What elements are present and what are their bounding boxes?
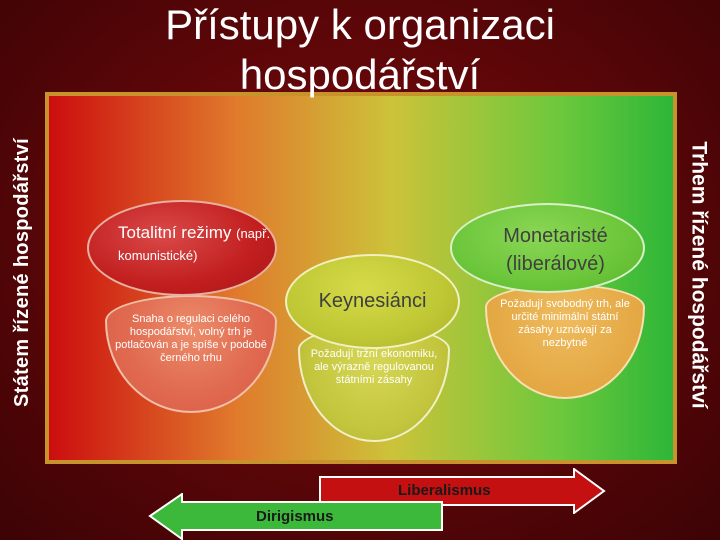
monetarists-description: Požadují svobodný trh, ale určité minimální státní zásahy uznávají za nezbytné: [500, 298, 630, 349]
slide-title: Přístupy k organizaci hospodářství: [165, 1, 555, 98]
left-axis-label-container: [0, 86, 45, 458]
dirigism-label: Dirigismus: [256, 508, 334, 525]
totalitarian-description: Snaha o regulaci celého hospodářství, volný trh je potlačován a je spíše v podobě černého trhu: [115, 313, 267, 364]
keynesians-description: Požadují tržní ekonomiku, ale výrazně regulovanou státními zásahy: [310, 348, 438, 386]
totalitarian-heading-main: Totalitní režimy: [118, 223, 232, 242]
monetarists-heading: Monetaristé (liberálové): [503, 225, 608, 275]
keynesians-heading: Keynesiánci: [318, 290, 427, 312]
left-axis-label: Státem řízené hospodářství: [11, 137, 34, 407]
liberalism-label: Liberalismus: [398, 482, 491, 499]
right-axis-label: Trhem řízené hospodářství: [687, 141, 711, 409]
totalitarian-heading: [118, 222, 278, 266]
right-axis-label-container: [677, 108, 720, 442]
totalitarian-heading-aside: (např. komunistické): [118, 226, 271, 263]
